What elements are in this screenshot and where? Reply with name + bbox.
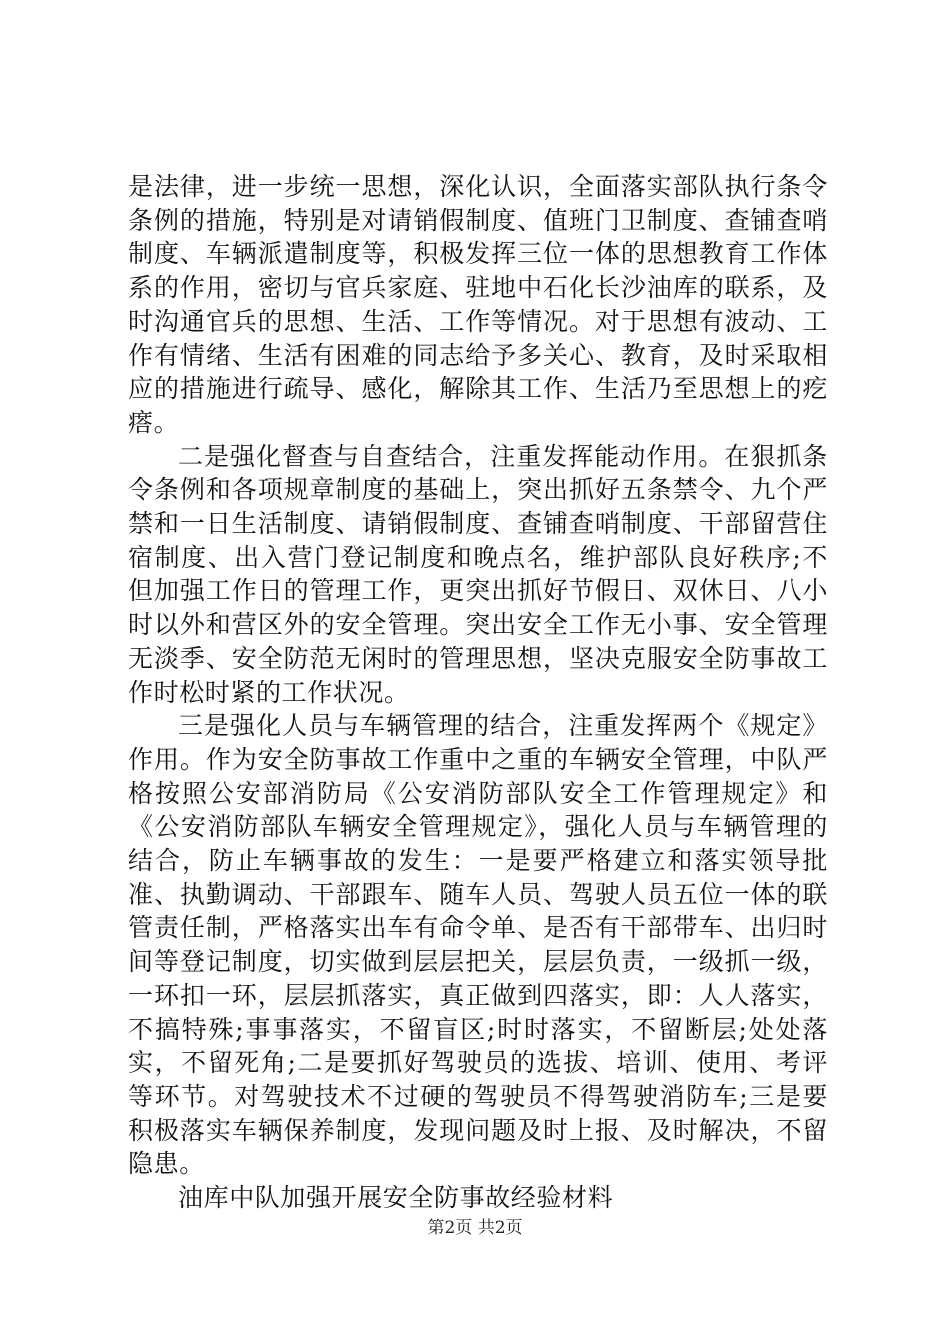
paragraph-second-point: 二是强化督查与自查结合，注重发挥能动作用。在狠抓条令条例和各项规章制度的基础上，突出抓好五条禁令、九个严禁和一日生活制度、请销假制度、查铺查哨制度、干部留营住宿制度、出入营门登记制度和晚点名，维护部队良好秩序;不但加强工作日的管理工作，更突出抓好节假日、双休日、八小时以外和营区外的安全管理。突出安全工作无小事、安全管理无淡季、安全防范无闲时的管理思想，坚决克服安全防事故工作时松时紧的工作状况。 [128,441,828,707]
paragraph-continuation: 是法律，进一步统一思想，深化认识，全面落实部队执行条令条例的措施，特别是对请销假制度、值班门卫制度、查铺查哨制度、车辆派遣制度等，积极发挥三位一体的思想教育工作体系的作用，密切与官兵家庭、驻地中石化长沙油库的联系，及时沟通官兵的思想、生活、工作等情况。对于思想有波动、工作有情绪、生活有困难的同志给予多关心、教育，及时采取相应的措施进行疏导、感化，解除其工作、生活乃至思想上的疙瘩。 [128,172,828,437]
document-body [128,170,828,1215]
page-footer: 第2页 共2页 [427,1218,523,1238]
document-title-line: 油库中队加强开展安全防事故经验材料 [178,1183,614,1213]
paragraph-third-point: 三是强化人员与车辆管理的结合，注重发挥两个《规定》作用。作为安全防事故工作重中之重的车辆安全管理，中队严格按照公安部消防局《公安消防部队安全工作管理规定》和《公安消防部队车辆安全管理规定》，强化人员与车辆管理的结合，防止车辆事故的发生：一是要严格建立和落实领导批准、执勤调动、干部跟车、随车人员、驾驶人员五位一体的联管责任制，严格落实出车有命令单、是否有干部带车、出归时间等登记制度，切实做到层层把关，层层负责，一级抓一级，一环扣一环，层层抓落实，真正做到四落实，即：人人落实，不搞特殊;事事落实，不留盲区;时时落实，不留断层;处处落实，不留死角;二是要抓好驾驶员的选拔、培训、使用、考评等环节。对驾驶技术不过硬的驾驶员不得驾驶消防车;三是要积极落实车辆保养制度，发现问题及时上报、及时解决，不留隐患。 [128,711,828,1179]
